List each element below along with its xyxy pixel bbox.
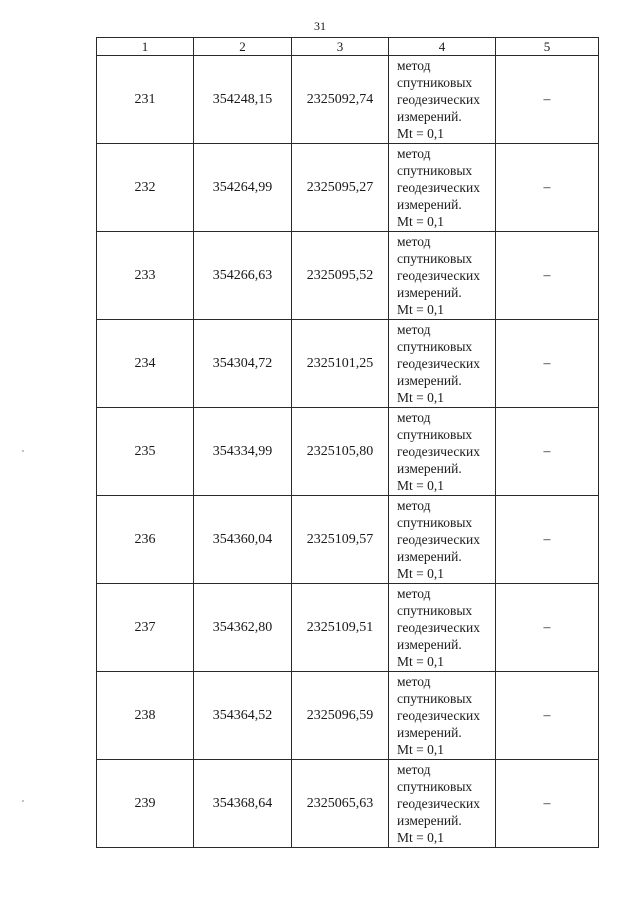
header-col-1: 1 (97, 38, 194, 56)
note-cell: – (496, 320, 599, 408)
method-line: спутниковых (397, 251, 473, 266)
method-line: Mt = 0,1 (397, 126, 444, 141)
header-col-5: 5 (496, 38, 599, 56)
method-line: спутниковых (397, 691, 473, 706)
x-coordinate-cell: 354364,52 (194, 672, 292, 760)
method-line: метод (397, 58, 431, 73)
method-cell (389, 232, 496, 320)
x-coordinate-cell: 354248,15 (194, 56, 292, 144)
method-line: геодезических (397, 708, 480, 723)
y-coordinate-cell: 2325065,63 (292, 760, 389, 848)
method-line: Mt = 0,1 (397, 566, 444, 581)
method-cell (389, 584, 496, 672)
method-line: метод (397, 498, 431, 513)
method-line: измерений. (397, 637, 462, 652)
method-line: спутниковых (397, 427, 473, 442)
method-line: Mt = 0,1 (397, 830, 444, 845)
method-line: геодезических (397, 268, 480, 283)
table-row (97, 232, 599, 320)
method-line: геодезических (397, 796, 480, 811)
method-line: измерений. (397, 549, 462, 564)
x-coordinate-cell: 354264,99 (194, 144, 292, 232)
note-cell: – (496, 672, 599, 760)
method-line: Mt = 0,1 (397, 742, 444, 757)
header-col-2: 2 (194, 38, 292, 56)
method-cell (389, 496, 496, 584)
method-line: измерений. (397, 813, 462, 828)
method-line: Mt = 0,1 (397, 390, 444, 405)
x-coordinate-cell: 354362,80 (194, 584, 292, 672)
method-line: спутниковых (397, 603, 473, 618)
method-line: геодезических (397, 180, 480, 195)
point-number-cell: 236 (97, 496, 194, 584)
method-line: спутниковых (397, 163, 473, 178)
x-coordinate-cell: 354360,04 (194, 496, 292, 584)
method-line: спутниковых (397, 75, 473, 90)
note-cell: – (496, 496, 599, 584)
table-row (97, 584, 599, 672)
method-line: измерений. (397, 725, 462, 740)
y-coordinate-cell: 2325101,25 (292, 320, 389, 408)
method-cell (389, 56, 496, 144)
point-number-cell: 232 (97, 144, 194, 232)
page-number: 31 (314, 19, 326, 33)
method-line: метод (397, 762, 431, 777)
point-number-cell: 238 (97, 672, 194, 760)
method-line: измерений. (397, 197, 462, 212)
point-number-cell: 234 (97, 320, 194, 408)
x-coordinate-cell: 354304,72 (194, 320, 292, 408)
header-row (97, 38, 599, 56)
header-col-3: 3 (292, 38, 389, 56)
method-line: спутниковых (397, 339, 473, 354)
method-line: Mt = 0,1 (397, 654, 444, 669)
method-line: метод (397, 322, 431, 337)
y-coordinate-cell: 2325095,52 (292, 232, 389, 320)
method-line: измерений. (397, 109, 462, 124)
y-coordinate-cell: 2325105,80 (292, 408, 389, 496)
point-number-cell: 237 (97, 584, 194, 672)
y-coordinate-cell: 2325109,51 (292, 584, 389, 672)
method-cell (389, 408, 496, 496)
point-number-cell: 231 (97, 56, 194, 144)
table-row (97, 760, 599, 848)
method-line: Mt = 0,1 (397, 214, 444, 229)
method-line: геодезических (397, 532, 480, 547)
table-row (97, 408, 599, 496)
point-number-cell: 239 (97, 760, 194, 848)
method-cell (389, 320, 496, 408)
method-line: метод (397, 234, 431, 249)
header-col-4: 4 (389, 38, 496, 56)
scan-speck (22, 450, 24, 452)
method-line: измерений. (397, 285, 462, 300)
y-coordinate-cell: 2325095,27 (292, 144, 389, 232)
method-line: измерений. (397, 373, 462, 388)
point-number-cell: 233 (97, 232, 194, 320)
table-row (97, 144, 599, 232)
x-coordinate-cell: 354266,63 (194, 232, 292, 320)
method-line: Mt = 0,1 (397, 478, 444, 493)
method-line: измерений. (397, 461, 462, 476)
note-cell: – (496, 144, 599, 232)
scan-speck (22, 800, 24, 802)
note-cell: – (496, 56, 599, 144)
method-line: метод (397, 586, 431, 601)
method-line: метод (397, 146, 431, 161)
table-row (97, 56, 599, 144)
x-coordinate-cell: 354334,99 (194, 408, 292, 496)
method-line: геодезических (397, 356, 480, 371)
point-number-cell: 235 (97, 408, 194, 496)
method-cell (389, 672, 496, 760)
y-coordinate-cell: 2325092,74 (292, 56, 389, 144)
method-line: Mt = 0,1 (397, 302, 444, 317)
method-cell (389, 144, 496, 232)
y-coordinate-cell: 2325109,57 (292, 496, 389, 584)
method-line: метод (397, 674, 431, 689)
method-line: геодезических (397, 620, 480, 635)
coordinates-table (96, 37, 599, 848)
method-cell (389, 760, 496, 848)
y-coordinate-cell: 2325096,59 (292, 672, 389, 760)
method-line: геодезических (397, 444, 480, 459)
note-cell: – (496, 232, 599, 320)
method-line: геодезических (397, 92, 480, 107)
method-line: спутниковых (397, 515, 473, 530)
note-cell: – (496, 408, 599, 496)
note-cell: – (496, 584, 599, 672)
x-coordinate-cell: 354368,64 (194, 760, 292, 848)
table-row (97, 320, 599, 408)
table-row (97, 496, 599, 584)
table-row (97, 672, 599, 760)
method-line: метод (397, 410, 431, 425)
note-cell: – (496, 760, 599, 848)
method-line: спутниковых (397, 779, 473, 794)
